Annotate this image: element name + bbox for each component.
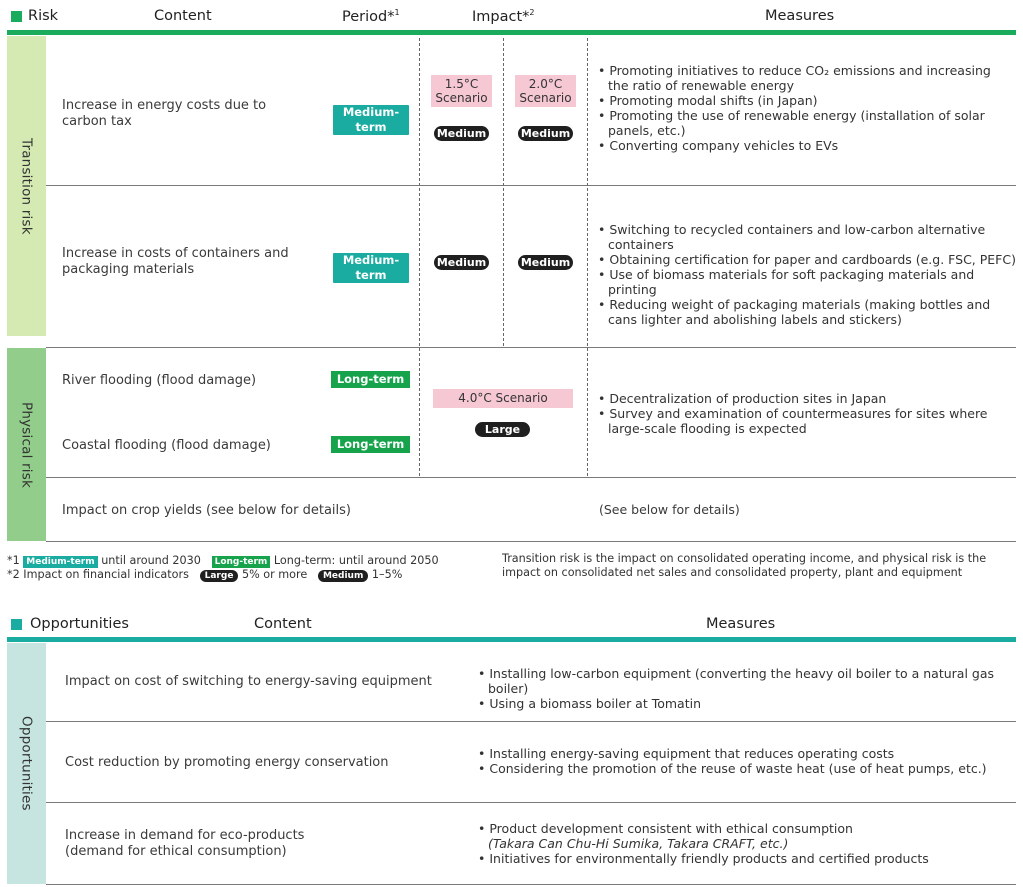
containers-measures [598, 222, 1016, 327]
content-header: Content [154, 8, 212, 24]
opp-measures [478, 821, 1018, 866]
divider [46, 477, 1016, 478]
measures-header: Measures [765, 8, 835, 24]
measure-item-sub: (Takara Can Chu-Hi Sumika, Takara CRAFT, etc.) [488, 836, 789, 851]
crops-content: Impact on crop yields (see below for details) [62, 503, 351, 518]
flood-impact: Large [475, 422, 530, 437]
energy-measures [598, 63, 1010, 153]
divider [46, 802, 1016, 803]
measure-item: • Obtaining certification for paper and cardboards (e.g. FSC, PEFC) [598, 252, 1016, 267]
measure-item: • Converting company vehicles to EVs [598, 138, 1010, 153]
note-long-badge: Long-term [212, 556, 271, 568]
measure-item: • Promoting the use of renewable energy (installation of solar panels, etc.) [598, 108, 1010, 138]
energy-content: Increase in energy costs due to carbon tax [62, 98, 267, 129]
risk-header-rule [7, 30, 1016, 35]
energy-period-badge: Medium-term [333, 105, 409, 135]
note-1: *1 Medium-term until around 2030 Long-term Long-term: until around 2050 [7, 554, 439, 567]
measure-item: • Installing energy-saving equipment that reduces operating costs [478, 746, 1018, 761]
opp-content: Cost reduction by promoting energy conservation [65, 755, 389, 770]
containers-impact-15: Medium [434, 255, 489, 270]
column-divider [503, 38, 504, 346]
containers-period-badge: Medium-term [333, 253, 409, 283]
energy-impact-15: Medium [434, 126, 489, 141]
measure-item: • Considering the promotion of the reuse of waste heat (use of heat pumps, etc.) [478, 761, 1018, 776]
measure-item: • Survey and examination of countermeasures for sites where large-scale flooding is expected [598, 406, 1008, 436]
scenario-20: 2.0°C Scenario [515, 75, 576, 107]
energy-impact-20: Medium [518, 126, 573, 141]
divider [46, 541, 1016, 542]
impact-header: Impact*$^2$ [472, 8, 535, 25]
divider [46, 347, 1016, 348]
column-divider [587, 38, 588, 476]
river-content: River flooding (flood damage) [62, 373, 257, 388]
physical-risk-band: Physical risk [7, 348, 46, 541]
note-2: *2 Impact on financial indicators Large 5% or more Medium 1–5% [7, 568, 403, 581]
opp-measures [478, 666, 1018, 711]
opportunities-header-rule [7, 637, 1016, 642]
risk-square-icon [11, 11, 22, 22]
measure-item: • Promoting modal shifts (in Japan) [598, 93, 1010, 108]
note-medium-pill: Medium [318, 570, 368, 582]
measure-item: • Initiatives for environmentally friendly products and certified products [478, 851, 929, 866]
coastal-period-badge: Long-term [331, 436, 410, 453]
measure-item: • Promoting initiatives to reduce CO₂ emissions and increasing the ratio of renewable energy [598, 63, 1010, 93]
divider [46, 884, 1016, 885]
flood-measures [598, 391, 1008, 436]
column-divider [419, 38, 420, 476]
divider [46, 721, 1016, 722]
measure-item: • Using a biomass boiler at Tomatin [478, 696, 1018, 711]
opportunities-header-label: Opportunities [30, 616, 129, 632]
note-right: Transition risk is the impact on consolidated operating income, and physical risk is the impact on consolidated net sales and consolidated property, plant and equipment [502, 552, 987, 579]
opp-content-header: Content [254, 616, 312, 632]
period-header: Period*$^1$ [342, 8, 400, 25]
divider [46, 185, 1016, 186]
measure-item: • Use of biomass materials for soft packaging materials and printing [598, 267, 1016, 297]
risk-header-label: Risk [28, 8, 59, 24]
coastal-content: Coastal flooding (flood damage) [62, 438, 271, 453]
opportunities-band: Opportunities [7, 643, 46, 884]
containers-impact-20: Medium [518, 255, 573, 270]
scenario-40: 4.0°C Scenario [433, 389, 573, 408]
opp-measures-header: Measures [706, 616, 776, 632]
opportunities-square-icon [11, 619, 22, 630]
river-period-badge: Long-term [331, 371, 410, 388]
crops-measures: (See below for details) [599, 502, 740, 517]
transition-risk-band: Transition risk [7, 36, 46, 336]
containers-content: Increase in costs of containers and packaging materials [62, 246, 289, 277]
measure-item: • Decentralization of production sites in Japan [598, 391, 1008, 406]
opp-content: Increase in demand for eco-products (demand for ethical consumption) [65, 828, 305, 859]
measure-item: • Installing low-carbon equipment (converting the heavy oil boiler to a natural gas boiler) [478, 666, 1018, 696]
note-large-badge: Large [200, 570, 239, 582]
note-medium-badge: Medium-term [23, 556, 97, 568]
opp-measures [478, 746, 1018, 776]
measure-item: • Product development consistent with ethical consumption [478, 821, 853, 836]
scenario-15: 1.5°C Scenario [431, 75, 492, 107]
opp-content: Impact on cost of switching to energy-saving equipment [65, 674, 432, 689]
measure-item: • Reducing weight of packaging materials (making bottles and cans lighter and abolishing labels and stickers) [598, 297, 1016, 327]
measure-item: • Switching to recycled containers and low-carbon alternative containers [598, 222, 1016, 252]
